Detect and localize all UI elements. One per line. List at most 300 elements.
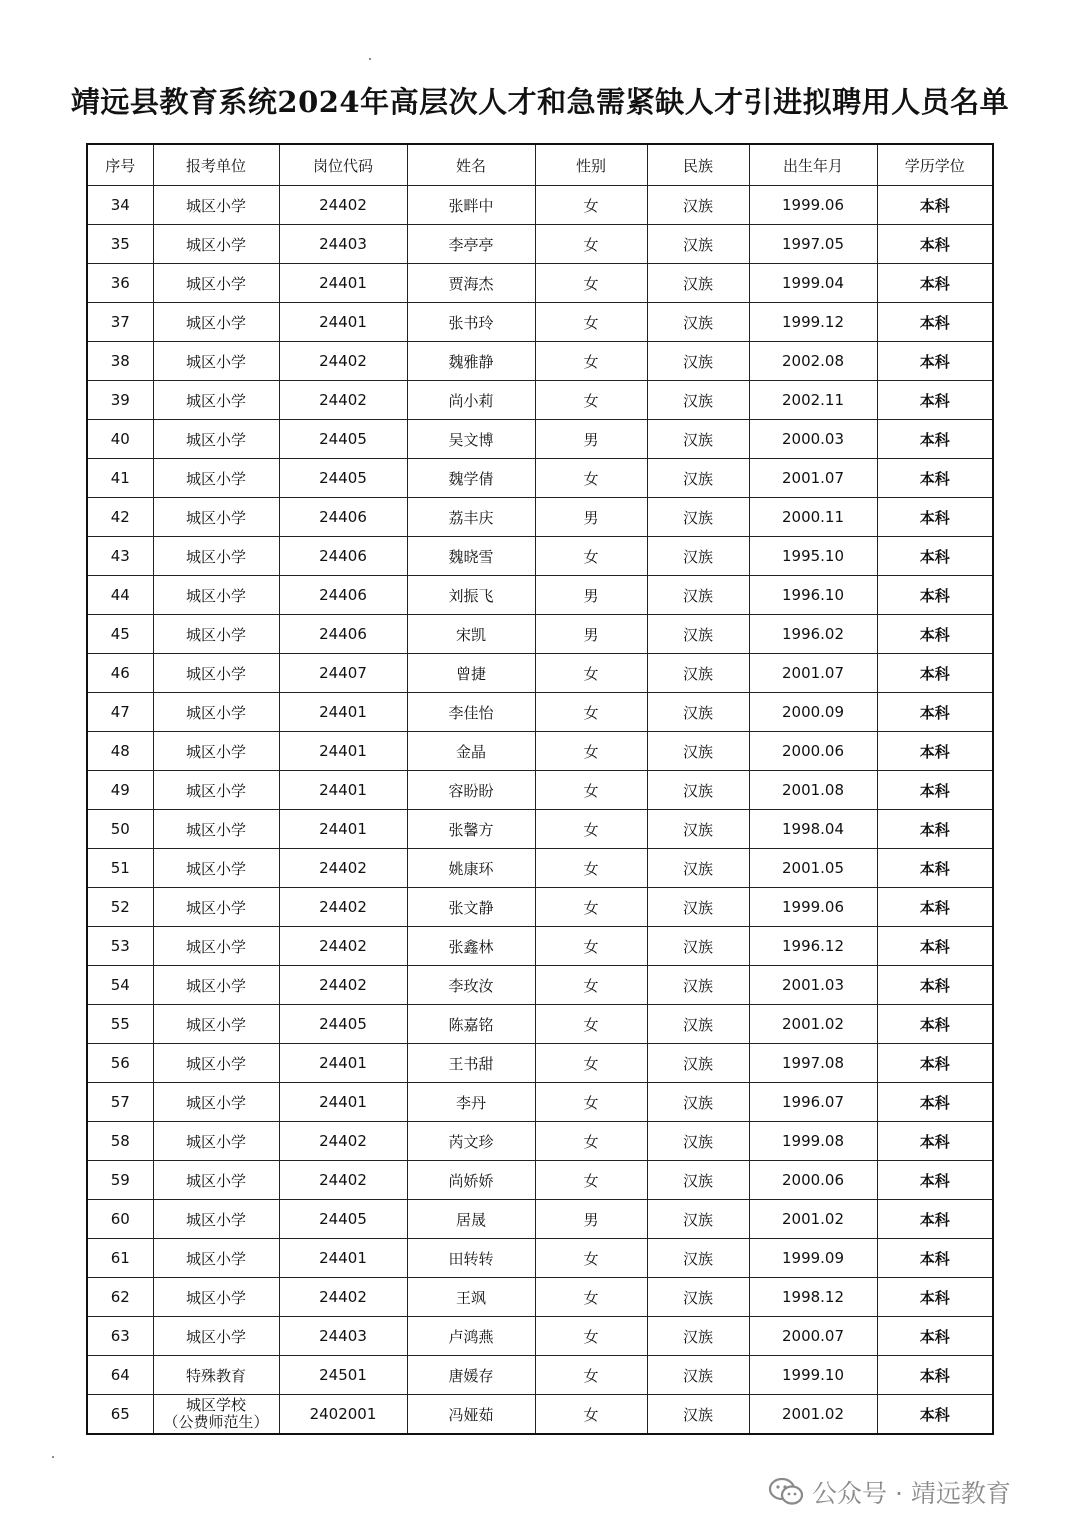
cell-birth: 1996.02 [749, 615, 877, 654]
cell-birth: 2000.07 [749, 1317, 877, 1356]
cell-degree: 本科 [877, 459, 993, 498]
cell-unit: 城区小学 [153, 186, 279, 225]
cell-birth: 2000.06 [749, 1161, 877, 1200]
cell-ethnicity: 汉族 [647, 1122, 749, 1161]
cell-gender: 男 [535, 420, 647, 459]
table-row [87, 849, 993, 888]
cell-code: 24406 [279, 537, 407, 576]
cell-ethnicity: 汉族 [647, 849, 749, 888]
cell-gender: 女 [535, 537, 647, 576]
cell-no: 50 [87, 810, 153, 849]
cell-gender: 女 [535, 1395, 647, 1435]
cell-birth: 1996.12 [749, 927, 877, 966]
table-row [87, 693, 993, 732]
cell-birth: 2000.06 [749, 732, 877, 771]
table-row [87, 537, 993, 576]
cell-birth: 1999.10 [749, 1356, 877, 1395]
cell-ethnicity: 汉族 [647, 654, 749, 693]
page-title: 靖远县教育系统2024年高层次人才和急需紧缺人才引进拟聘用人员名单 [70, 85, 1010, 119]
cell-code: 24403 [279, 225, 407, 264]
cell-no: 53 [87, 927, 153, 966]
cell-no: 51 [87, 849, 153, 888]
table-row [87, 381, 993, 420]
cell-unit: 城区小学 [153, 732, 279, 771]
cell-birth: 1999.08 [749, 1122, 877, 1161]
cell-ethnicity: 汉族 [647, 1200, 749, 1239]
column-header-code: 岗位代码 [279, 144, 407, 186]
cell-degree: 本科 [877, 498, 993, 537]
cell-name: 曾捷 [407, 654, 535, 693]
scan-speck [52, 1456, 54, 1458]
cell-name: 卢鸿燕 [407, 1317, 535, 1356]
cell-birth: 1999.06 [749, 186, 877, 225]
cell-ethnicity: 汉族 [647, 1317, 749, 1356]
cell-gender: 男 [535, 1200, 647, 1239]
cell-ethnicity: 汉族 [647, 693, 749, 732]
cell-code: 24401 [279, 264, 407, 303]
table-row [87, 1317, 993, 1356]
cell-degree: 本科 [877, 420, 993, 459]
cell-ethnicity: 汉族 [647, 1161, 749, 1200]
cell-unit-line: 城区学校 [185, 1396, 246, 1414]
table-row [87, 1356, 993, 1395]
cell-birth: 2001.08 [749, 771, 877, 810]
cell-code: 24401 [279, 303, 407, 342]
cell-unit: 城区小学 [153, 576, 279, 615]
cell-unit: 城区小学 [153, 342, 279, 381]
cell-no: 52 [87, 888, 153, 927]
cell-degree: 本科 [877, 576, 993, 615]
column-header-gender: 性别 [535, 144, 647, 186]
cell-ethnicity: 汉族 [647, 576, 749, 615]
table-row [87, 342, 993, 381]
scan-speck [369, 58, 371, 60]
cell-degree: 本科 [877, 1083, 993, 1122]
table-row [87, 732, 993, 771]
cell-gender: 女 [535, 732, 647, 771]
cell-ethnicity: 汉族 [647, 1005, 749, 1044]
cell-name: 李亭亭 [407, 225, 535, 264]
cell-name: 李佳怡 [407, 693, 535, 732]
cell-name: 芮文珍 [407, 1122, 535, 1161]
cell-degree: 本科 [877, 1122, 993, 1161]
cell-code: 24401 [279, 693, 407, 732]
table-row [87, 459, 993, 498]
cell-no: 63 [87, 1317, 153, 1356]
cell-degree: 本科 [877, 225, 993, 264]
cell-name: 王飒 [407, 1278, 535, 1317]
cell-no: 49 [87, 771, 153, 810]
cell-gender: 女 [535, 693, 647, 732]
cell-name: 张馨方 [407, 810, 535, 849]
column-header-name: 姓名 [407, 144, 535, 186]
table-row [87, 1044, 993, 1083]
cell-degree: 本科 [877, 1239, 993, 1278]
cell-ethnicity: 汉族 [647, 615, 749, 654]
table-row [87, 1161, 993, 1200]
cell-degree: 本科 [877, 1200, 993, 1239]
cell-no: 55 [87, 1005, 153, 1044]
cell-birth: 1997.08 [749, 1044, 877, 1083]
table-row [87, 498, 993, 537]
cell-name: 姚康环 [407, 849, 535, 888]
cell-degree: 本科 [877, 927, 993, 966]
cell-gender: 女 [535, 342, 647, 381]
cell-birth: 2000.09 [749, 693, 877, 732]
cell-degree: 本科 [877, 1317, 993, 1356]
cell-name: 唐媛存 [407, 1356, 535, 1395]
cell-degree: 本科 [877, 966, 993, 1005]
cell-name: 李丹 [407, 1083, 535, 1122]
cell-code: 24405 [279, 1005, 407, 1044]
cell-ethnicity: 汉族 [647, 303, 749, 342]
cell-no: 61 [87, 1239, 153, 1278]
cell-name: 尚小莉 [407, 381, 535, 420]
cell-unit: 特殊教育 [153, 1356, 279, 1395]
cell-unit: 城区小学 [153, 264, 279, 303]
cell-gender: 女 [535, 1317, 647, 1356]
cell-degree: 本科 [877, 1044, 993, 1083]
cell-no: 65 [87, 1395, 153, 1435]
cell-unit: 城区小学 [153, 771, 279, 810]
cell-unit: 城区小学 [153, 537, 279, 576]
cell-ethnicity: 汉族 [647, 771, 749, 810]
cell-ethnicity: 汉族 [647, 459, 749, 498]
cell-code: 24406 [279, 498, 407, 537]
cell-degree: 本科 [877, 303, 993, 342]
cell-no: 58 [87, 1122, 153, 1161]
cell-gender: 男 [535, 615, 647, 654]
cell-name: 尚娇娇 [407, 1161, 535, 1200]
table-row [87, 654, 993, 693]
cell-degree: 本科 [877, 342, 993, 381]
cell-gender: 女 [535, 225, 647, 264]
cell-birth: 2000.11 [749, 498, 877, 537]
cell-ethnicity: 汉族 [647, 342, 749, 381]
column-header-degree: 学历学位 [877, 144, 993, 186]
cell-code: 24405 [279, 459, 407, 498]
cell-degree: 本科 [877, 264, 993, 303]
table-row [87, 1122, 993, 1161]
cell-birth: 1999.06 [749, 888, 877, 927]
cell-gender: 女 [535, 264, 647, 303]
cell-name: 容盼盼 [407, 771, 535, 810]
cell-birth: 2001.02 [749, 1395, 877, 1435]
cell-gender: 女 [535, 1239, 647, 1278]
cell-degree: 本科 [877, 537, 993, 576]
cell-degree: 本科 [877, 888, 993, 927]
cell-gender: 女 [535, 381, 647, 420]
cell-no: 44 [87, 576, 153, 615]
cell-ethnicity: 汉族 [647, 186, 749, 225]
table-row [87, 576, 993, 615]
column-header-ethnicity: 民族 [647, 144, 749, 186]
wechat-official-account-icon [768, 1477, 804, 1507]
cell-code: 24402 [279, 888, 407, 927]
cell-unit: 城区小学 [153, 459, 279, 498]
cell-birth: 1999.09 [749, 1239, 877, 1278]
column-header-birth: 出生年月 [749, 144, 877, 186]
cell-name: 冯娅茹 [407, 1395, 535, 1435]
cell-no: 41 [87, 459, 153, 498]
cell-code: 24501 [279, 1356, 407, 1395]
cell-unit: 城区小学 [153, 654, 279, 693]
cell-code: 24403 [279, 1317, 407, 1356]
cell-ethnicity: 汉族 [647, 498, 749, 537]
cell-code: 24402 [279, 927, 407, 966]
cell-no: 38 [87, 342, 153, 381]
cell-ethnicity: 汉族 [647, 225, 749, 264]
cell-no: 57 [87, 1083, 153, 1122]
cell-degree: 本科 [877, 732, 993, 771]
cell-unit: 城区小学 [153, 381, 279, 420]
cell-code: 24401 [279, 1083, 407, 1122]
cell-no: 48 [87, 732, 153, 771]
cell-birth: 2001.07 [749, 459, 877, 498]
cell-name: 张文静 [407, 888, 535, 927]
cell-degree: 本科 [877, 849, 993, 888]
cell-code: 24402 [279, 1161, 407, 1200]
cell-no: 60 [87, 1200, 153, 1239]
cell-name: 张畔中 [407, 186, 535, 225]
cell-unit: 城区小学 [153, 1083, 279, 1122]
cell-no: 36 [87, 264, 153, 303]
cell-gender: 男 [535, 498, 647, 537]
cell-ethnicity: 汉族 [647, 1278, 749, 1317]
cell-no: 35 [87, 225, 153, 264]
cell-unit: 城区小学 [153, 225, 279, 264]
cell-ethnicity: 汉族 [647, 1239, 749, 1278]
cell-ethnicity: 汉族 [647, 264, 749, 303]
cell-unit: 城区小学 [153, 420, 279, 459]
cell-unit-note: （公费师范生） [163, 1413, 269, 1431]
cell-no: 56 [87, 1044, 153, 1083]
cell-ethnicity: 汉族 [647, 1044, 749, 1083]
cell-birth: 2001.02 [749, 1200, 877, 1239]
cell-gender: 女 [535, 654, 647, 693]
table-row [87, 1200, 993, 1239]
cell-code: 24401 [279, 1239, 407, 1278]
cell-code: 24402 [279, 966, 407, 1005]
cell-ethnicity: 汉族 [647, 1395, 749, 1435]
cell-degree: 本科 [877, 1356, 993, 1395]
cell-ethnicity: 汉族 [647, 888, 749, 927]
cell-ethnicity: 汉族 [647, 927, 749, 966]
cell-no: 37 [87, 303, 153, 342]
cell-birth: 2000.03 [749, 420, 877, 459]
cell-birth: 1995.10 [749, 537, 877, 576]
cell-name: 陈嘉铭 [407, 1005, 535, 1044]
cell-code: 24402 [279, 1122, 407, 1161]
cell-unit: 城区小学 [153, 966, 279, 1005]
cell-ethnicity: 汉族 [647, 966, 749, 1005]
cell-gender: 女 [535, 810, 647, 849]
table-row [87, 888, 993, 927]
cell-name: 刘振飞 [407, 576, 535, 615]
cell-name: 居晟 [407, 1200, 535, 1239]
cell-no: 43 [87, 537, 153, 576]
cell-name: 张书玲 [407, 303, 535, 342]
cell-gender: 女 [535, 1083, 647, 1122]
cell-degree: 本科 [877, 1005, 993, 1044]
table-row [87, 264, 993, 303]
table-row [87, 927, 993, 966]
cell-unit: 城区小学 [153, 1044, 279, 1083]
cell-unit: 城区小学 [153, 1161, 279, 1200]
cell-name: 宋凯 [407, 615, 535, 654]
cell-birth: 1999.12 [749, 303, 877, 342]
cell-ethnicity: 汉族 [647, 537, 749, 576]
cell-birth: 2001.02 [749, 1005, 877, 1044]
cell-degree: 本科 [877, 654, 993, 693]
cell-ethnicity: 汉族 [647, 810, 749, 849]
watermark-text: 公众号 · 靖远教育 [812, 1479, 1011, 1508]
table-row [87, 771, 993, 810]
cell-degree: 本科 [877, 615, 993, 654]
cell-ethnicity: 汉族 [647, 420, 749, 459]
cell-no: 46 [87, 654, 153, 693]
cell-unit [153, 1395, 279, 1435]
cell-birth: 1998.04 [749, 810, 877, 849]
cell-gender: 女 [535, 1005, 647, 1044]
cell-code: 24401 [279, 1044, 407, 1083]
cell-gender: 女 [535, 771, 647, 810]
table-row [87, 420, 993, 459]
cell-gender: 男 [535, 576, 647, 615]
table-row [87, 1239, 993, 1278]
cell-no: 34 [87, 186, 153, 225]
cell-degree: 本科 [877, 381, 993, 420]
cell-no: 54 [87, 966, 153, 1005]
cell-unit: 城区小学 [153, 888, 279, 927]
cell-birth: 2001.05 [749, 849, 877, 888]
cell-code: 24402 [279, 186, 407, 225]
cell-birth: 1999.04 [749, 264, 877, 303]
cell-ethnicity: 汉族 [647, 732, 749, 771]
cell-no: 39 [87, 381, 153, 420]
cell-unit: 城区小学 [153, 1278, 279, 1317]
cell-gender: 女 [535, 888, 647, 927]
table-row [87, 1005, 993, 1044]
cell-birth: 1996.07 [749, 1083, 877, 1122]
cell-no: 45 [87, 615, 153, 654]
cell-code: 24402 [279, 381, 407, 420]
cell-gender: 女 [535, 927, 647, 966]
cell-code: 24406 [279, 615, 407, 654]
cell-degree: 本科 [877, 693, 993, 732]
watermark [768, 1472, 1011, 1512]
cell-no: 40 [87, 420, 153, 459]
cell-birth: 2002.11 [749, 381, 877, 420]
table-row [87, 303, 993, 342]
cell-degree: 本科 [877, 771, 993, 810]
table-row [87, 966, 993, 1005]
cell-code: 24402 [279, 342, 407, 381]
cell-gender: 女 [535, 1356, 647, 1395]
cell-name: 魏雅静 [407, 342, 535, 381]
cell-birth: 1996.10 [749, 576, 877, 615]
cell-no: 64 [87, 1356, 153, 1395]
table-row [87, 1395, 993, 1435]
cell-birth: 2002.08 [749, 342, 877, 381]
cell-code: 24402 [279, 1278, 407, 1317]
cell-degree: 本科 [877, 1161, 993, 1200]
cell-name: 金晶 [407, 732, 535, 771]
cell-gender: 女 [535, 966, 647, 1005]
cell-code: 24405 [279, 1200, 407, 1239]
cell-gender: 女 [535, 186, 647, 225]
cell-name: 贾海杰 [407, 264, 535, 303]
cell-birth: 1997.05 [749, 225, 877, 264]
cell-name: 魏学倩 [407, 459, 535, 498]
cell-unit: 城区小学 [153, 810, 279, 849]
cell-unit: 城区小学 [153, 693, 279, 732]
cell-no: 59 [87, 1161, 153, 1200]
cell-unit: 城区小学 [153, 615, 279, 654]
cell-degree: 本科 [877, 186, 993, 225]
cell-code: 2402001 [279, 1395, 407, 1435]
table-row [87, 1083, 993, 1122]
cell-gender: 女 [535, 1122, 647, 1161]
cell-degree: 本科 [877, 1278, 993, 1317]
cell-code: 24405 [279, 420, 407, 459]
cell-birth: 2001.07 [749, 654, 877, 693]
cell-birth: 2001.03 [749, 966, 877, 1005]
table-row [87, 615, 993, 654]
cell-code: 24401 [279, 732, 407, 771]
table-row [87, 225, 993, 264]
cell-unit: 城区小学 [153, 1200, 279, 1239]
cell-ethnicity: 汉族 [647, 381, 749, 420]
cell-gender: 女 [535, 303, 647, 342]
cell-no: 62 [87, 1278, 153, 1317]
cell-code: 24401 [279, 771, 407, 810]
cell-name: 魏晓雪 [407, 537, 535, 576]
table-row [87, 1278, 993, 1317]
cell-code: 24401 [279, 810, 407, 849]
roster-table [86, 143, 994, 1435]
cell-code: 24406 [279, 576, 407, 615]
cell-name: 荔丰庆 [407, 498, 535, 537]
cell-name: 王书甜 [407, 1044, 535, 1083]
cell-gender: 女 [535, 1278, 647, 1317]
cell-code: 24402 [279, 849, 407, 888]
cell-gender: 女 [535, 1044, 647, 1083]
table-row [87, 186, 993, 225]
cell-unit: 城区小学 [153, 1122, 279, 1161]
cell-name: 吴文博 [407, 420, 535, 459]
table-body [87, 186, 993, 1435]
cell-gender: 女 [535, 1161, 647, 1200]
cell-no: 42 [87, 498, 153, 537]
cell-birth: 1998.12 [749, 1278, 877, 1317]
cell-ethnicity: 汉族 [647, 1083, 749, 1122]
table-header-row [87, 144, 993, 186]
cell-gender: 女 [535, 849, 647, 888]
cell-ethnicity: 汉族 [647, 1356, 749, 1395]
cell-unit: 城区小学 [153, 303, 279, 342]
cell-unit: 城区小学 [153, 498, 279, 537]
cell-degree: 本科 [877, 810, 993, 849]
cell-name: 田转转 [407, 1239, 535, 1278]
cell-unit: 城区小学 [153, 1005, 279, 1044]
cell-unit: 城区小学 [153, 849, 279, 888]
cell-name: 李玫汝 [407, 966, 535, 1005]
cell-unit: 城区小学 [153, 1239, 279, 1278]
cell-no: 47 [87, 693, 153, 732]
cell-unit: 城区小学 [153, 1317, 279, 1356]
table-row [87, 810, 993, 849]
